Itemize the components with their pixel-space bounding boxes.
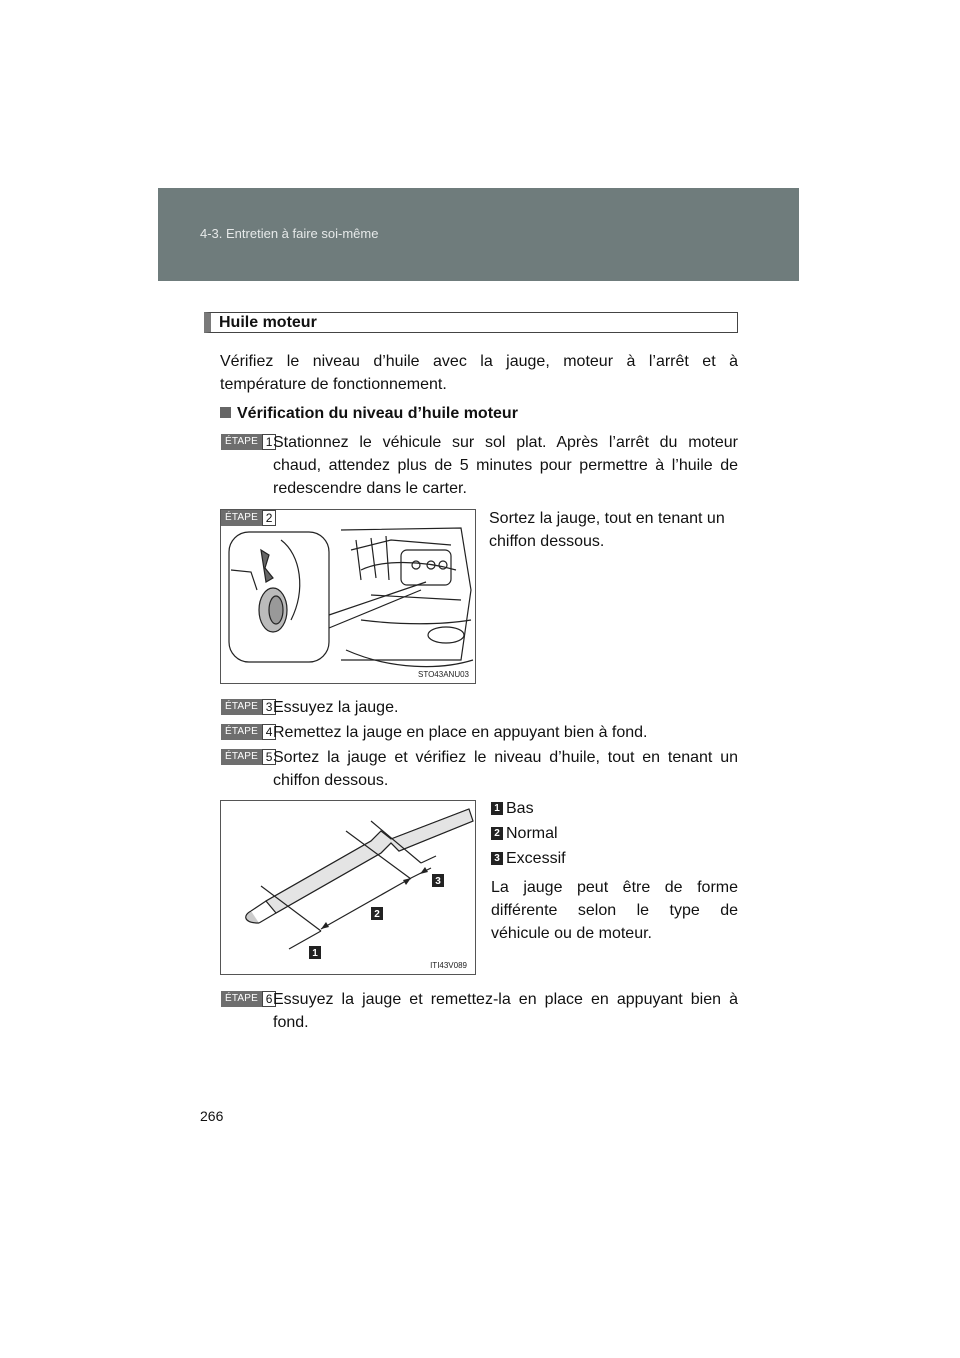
note-line-1: La jauge peut être de forme <box>491 879 738 896</box>
step-1-line-2: chaud, attendez plus de 5 minutes pour permettre à l’huile de <box>273 457 738 474</box>
step-label: ÉTAPE <box>221 749 262 765</box>
step-badge-6 <box>221 991 276 1007</box>
legend-label: Normal <box>506 825 558 842</box>
legend-item <box>491 825 558 843</box>
subheading <box>220 405 518 423</box>
step-4-line-1: Remettez la jauge en place en appuyant bien à fond. <box>273 724 648 741</box>
note-line-3: véhicule ou de moteur. <box>491 925 652 942</box>
step-6-line-2: fond. <box>273 1014 309 1031</box>
section-title: Huile moteur <box>219 314 317 331</box>
engine-bay-illustration <box>221 510 475 683</box>
legend-item <box>491 850 566 868</box>
step-label: ÉTAPE <box>221 724 262 740</box>
dipstick-illustration <box>221 801 475 974</box>
step-badge-1 <box>221 434 276 450</box>
step-1-line-1: Stationnez le véhicule sur sol plat. Après l’arrêt du moteur <box>273 434 738 451</box>
marker-1: 1 <box>312 948 318 959</box>
step-2-line-2: chiffon dessous. <box>489 533 605 550</box>
page-number: 266 <box>200 1108 224 1124</box>
step-label: ÉTAPE <box>221 434 262 450</box>
step-1-line-3: redescendre dans le carter. <box>273 480 467 497</box>
step-badge-2 <box>221 510 276 526</box>
step-number: 5 <box>262 749 276 765</box>
legend-label: Bas <box>506 800 534 817</box>
intro-line-2: température de fonctionnement. <box>220 376 447 393</box>
legend-item <box>491 800 534 818</box>
figure-code: STO43ANU03 <box>418 670 469 679</box>
step-badge-4 <box>221 724 276 740</box>
legend-badge: 3 <box>491 852 503 865</box>
intro-line-1: Vérifiez le niveau d’huile avec la jauge, moteur à l’arrêt et à <box>220 353 738 370</box>
subheading-text: Vérification du niveau d’huile moteur <box>237 405 518 422</box>
dipstick-level-figure <box>220 800 476 975</box>
step-2-line-1: Sortez la jauge, tout en tenant un <box>489 510 725 527</box>
step-number: 4 <box>262 724 276 740</box>
step-label: ÉTAPE <box>221 699 262 715</box>
step-badge-3 <box>221 699 276 715</box>
step-label: ÉTAPE <box>221 991 262 1007</box>
legend-badge: 2 <box>491 827 503 840</box>
step-3-line-1: Essuyez la jauge. <box>273 699 399 716</box>
step-number: 6 <box>262 991 276 1007</box>
marker-3: 3 <box>435 876 441 887</box>
step-number: 3 <box>262 699 276 715</box>
section-title-box <box>204 312 738 333</box>
figure-code: ITI43V089 <box>430 961 467 970</box>
marker-2: 2 <box>374 909 380 920</box>
step-number: 2 <box>262 510 276 526</box>
step-badge-5 <box>221 749 276 765</box>
square-bullet-icon <box>220 407 231 418</box>
step-label: ÉTAPE <box>221 510 262 526</box>
chapter-header: 4-3. Entretien à faire soi-même <box>200 226 379 241</box>
legend-badge: 1 <box>491 802 503 815</box>
step-5-line-2: chiffon dessous. <box>273 772 389 789</box>
step-5-line-1: Sortez la jauge et vérifiez le niveau d’huile, tout en tenant un <box>273 749 738 766</box>
step-6-line-1: Essuyez la jauge et remettez-la en place en appuyant bien à <box>273 991 738 1008</box>
step-number: 1 <box>262 434 276 450</box>
note-line-2: différente selon le type de <box>491 902 738 919</box>
legend-label: Excessif <box>506 850 566 867</box>
engine-dipstick-figure <box>220 509 476 684</box>
